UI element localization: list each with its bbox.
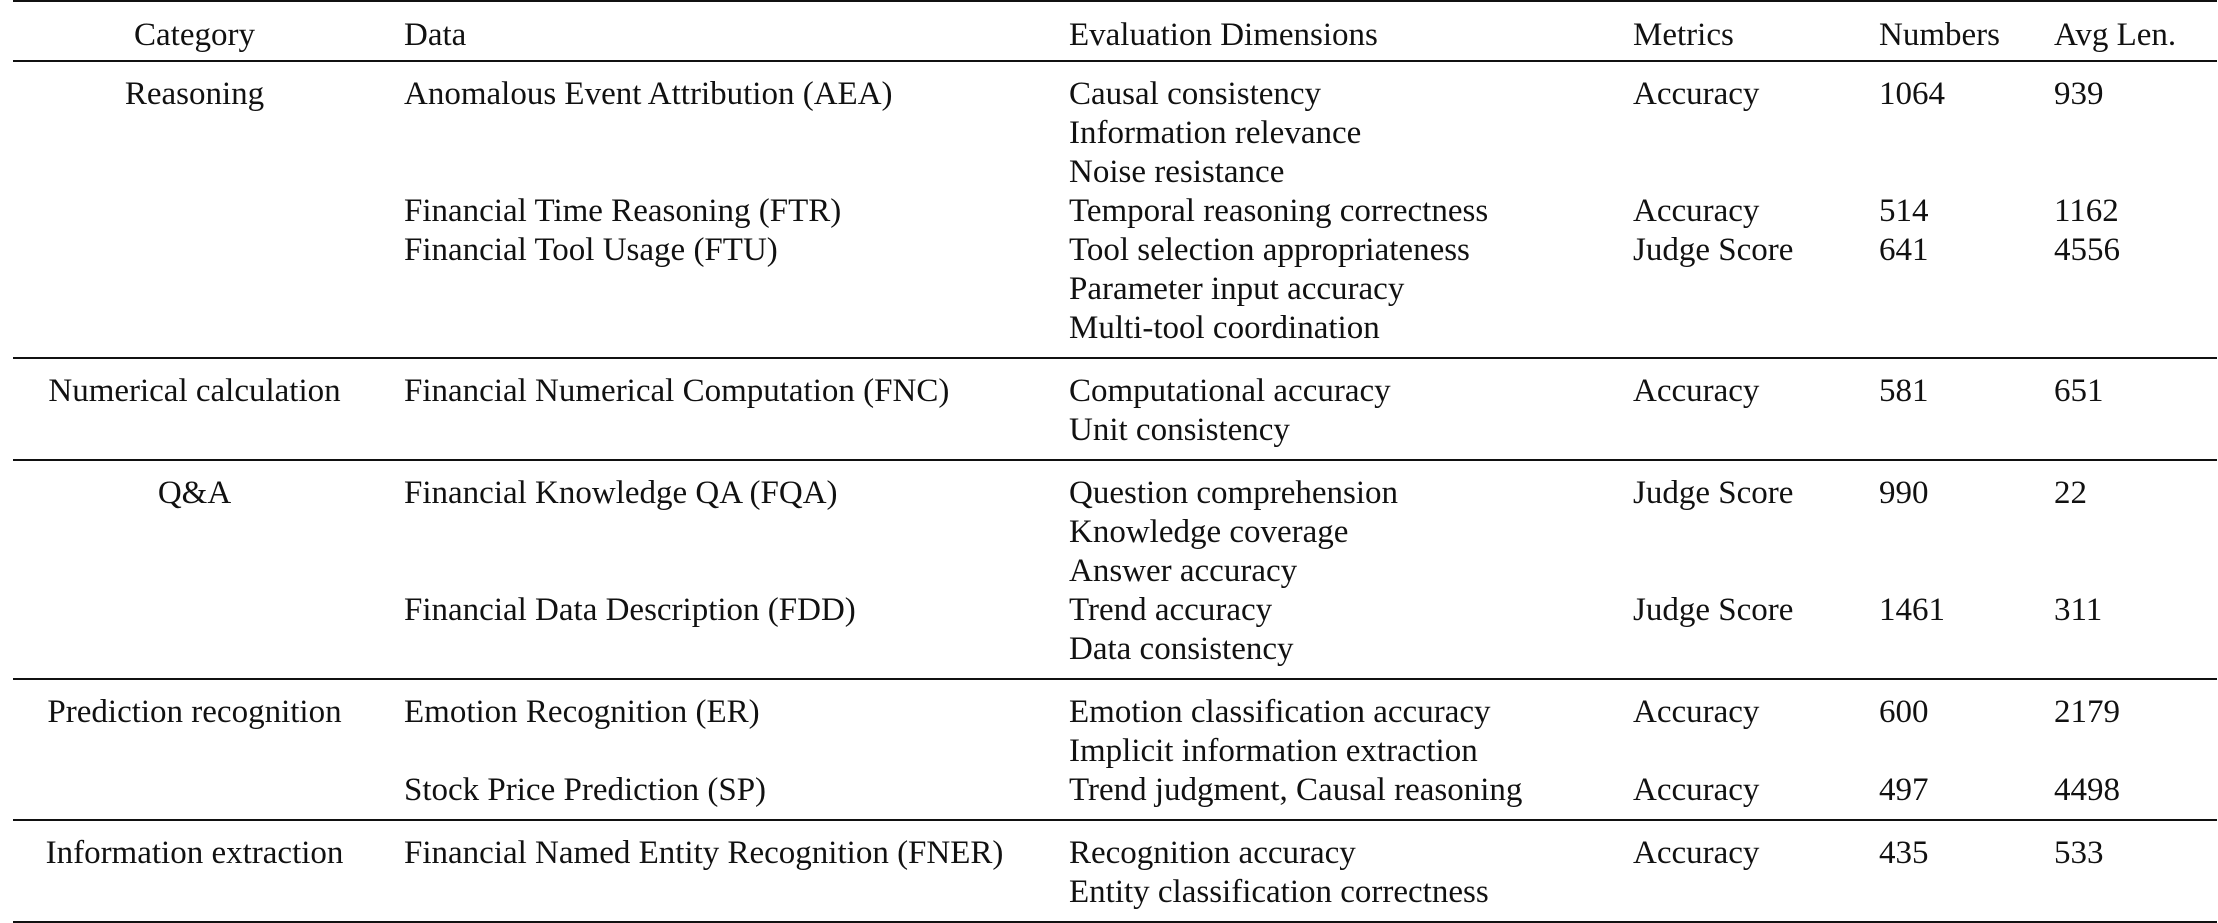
evaluation-dimensions-cell [1069, 591, 1633, 679]
table-row [13, 460, 2217, 591]
numbers-cell: 641 [1879, 232, 1929, 268]
evaluation-dimension: Trend judgment, Causal reasoning [1069, 772, 1523, 808]
evaluation-dimension: Implicit information extraction [1069, 733, 1478, 769]
evaluation-dimension: Knowledge coverage [1069, 514, 1349, 550]
evaluation-dimensions-cell [1069, 358, 1633, 460]
metric-cell: Judge Score [1633, 232, 1794, 268]
evaluation-dimension: Trend accuracy [1069, 592, 1273, 628]
category-cell: Q&A [157, 475, 232, 511]
dataset-name-cell: Anomalous Event Attribution (AEA) [404, 76, 893, 112]
metric-cell: Accuracy [1633, 373, 1760, 409]
table-header [13, 1, 2217, 61]
category-cell [13, 192, 386, 231]
benchmark-table [13, 0, 2217, 923]
table-row [13, 820, 2217, 922]
metric-cell: Accuracy [1633, 193, 1760, 229]
category-cell: Reasoning [124, 76, 265, 112]
evaluation-dimension: Multi-tool coordination [1069, 310, 1380, 346]
numbers-cell: 1064 [1879, 76, 1945, 112]
dataset-name-cell: Financial Data Description (FDD) [404, 592, 856, 628]
numbers-cell: 435 [1879, 835, 1929, 871]
numbers-cell: 514 [1879, 193, 1929, 229]
avg-len-cell: 4498 [2054, 772, 2120, 808]
table-row [13, 679, 2217, 771]
numbers-cell: 1461 [1879, 592, 1945, 628]
evaluation-dimensions-cell [1069, 771, 1633, 820]
avg-len-cell: 2179 [2054, 694, 2120, 730]
dataset-name-cell: Financial Named Entity Recognition (FNER) [404, 835, 1004, 871]
table-row [13, 591, 2217, 679]
dataset-name-cell: Stock Price Prediction (SP) [404, 772, 767, 808]
numbers-cell: 990 [1879, 475, 1929, 511]
metric-cell: Accuracy [1633, 772, 1760, 808]
evaluation-dimension: Parameter input accuracy [1069, 271, 1405, 307]
evaluation-dimension: Information relevance [1069, 115, 1362, 151]
evaluation-dimensions-cell [1069, 192, 1633, 231]
category-cell [13, 771, 386, 820]
table-row [13, 192, 2217, 231]
header-metrics: Metrics [1633, 16, 1734, 53]
evaluation-dimension: Tool selection appropriateness [1069, 232, 1470, 268]
header-dimensions: Evaluation Dimensions [1069, 16, 1378, 53]
category-cell: Numerical calculation [48, 373, 341, 409]
benchmark-table-container [13, 0, 2217, 923]
metric-cell: Judge Score [1633, 475, 1794, 511]
category-cell: Prediction recognition [47, 694, 342, 730]
dataset-name-cell: Financial Numerical Computation (FNC) [404, 373, 950, 409]
evaluation-dimensions-cell [1069, 820, 1633, 922]
header-numbers: Numbers [1879, 16, 2000, 53]
header-data: Data [404, 16, 467, 53]
avg-len-cell: 22 [2054, 475, 2087, 511]
avg-len-cell: 651 [2054, 373, 2104, 409]
metric-cell: Accuracy [1633, 76, 1760, 112]
evaluation-dimensions-cell [1069, 460, 1633, 591]
table-row [13, 61, 2217, 192]
category-cell [13, 231, 386, 358]
metric-cell: Accuracy [1633, 835, 1760, 871]
table-body [13, 61, 2217, 922]
avg-len-cell: 1162 [2054, 193, 2119, 229]
evaluation-dimensions-cell [1069, 61, 1633, 192]
evaluation-dimension: Computational accuracy [1069, 373, 1391, 409]
dataset-name-cell: Financial Time Reasoning (FTR) [404, 193, 842, 229]
numbers-cell: 600 [1879, 694, 1929, 730]
table-row [13, 358, 2217, 460]
evaluation-dimension: Causal consistency [1069, 76, 1322, 112]
category-cell [13, 591, 386, 679]
evaluation-dimension: Data consistency [1069, 631, 1294, 667]
category-cell: Information extraction [45, 835, 344, 871]
evaluation-dimension: Unit consistency [1069, 412, 1290, 448]
avg-len-cell: 4556 [2054, 232, 2120, 268]
avg-len-cell: 533 [2054, 835, 2104, 871]
numbers-cell: 581 [1879, 373, 1929, 409]
evaluation-dimension: Question comprehension [1069, 475, 1399, 511]
dataset-name-cell: Financial Knowledge QA (FQA) [404, 475, 838, 511]
avg-len-cell: 311 [2054, 592, 2103, 628]
evaluation-dimension: Entity classification correctness [1069, 874, 1489, 910]
metric-cell: Judge Score [1633, 592, 1794, 628]
evaluation-dimensions-cell [1069, 679, 1633, 771]
evaluation-dimension: Answer accuracy [1069, 553, 1298, 589]
dataset-name-cell: Emotion Recognition (ER) [404, 694, 760, 730]
header-avg-len: Avg Len. [2054, 16, 2177, 53]
evaluation-dimension: Emotion classification accuracy [1069, 694, 1491, 730]
table-row [13, 771, 2217, 820]
evaluation-dimension: Temporal reasoning correctness [1069, 193, 1489, 229]
evaluation-dimension: Noise resistance [1069, 154, 1285, 190]
evaluation-dimension: Recognition accuracy [1069, 835, 1356, 871]
header-category: Category [134, 16, 255, 53]
evaluation-dimensions-cell [1069, 231, 1633, 358]
header-row [13, 1, 2217, 61]
metric-cell: Accuracy [1633, 694, 1760, 730]
table-row [13, 231, 2217, 358]
avg-len-cell: 939 [2054, 76, 2104, 112]
numbers-cell: 497 [1879, 772, 1929, 808]
dataset-name-cell: Financial Tool Usage (FTU) [404, 232, 778, 268]
